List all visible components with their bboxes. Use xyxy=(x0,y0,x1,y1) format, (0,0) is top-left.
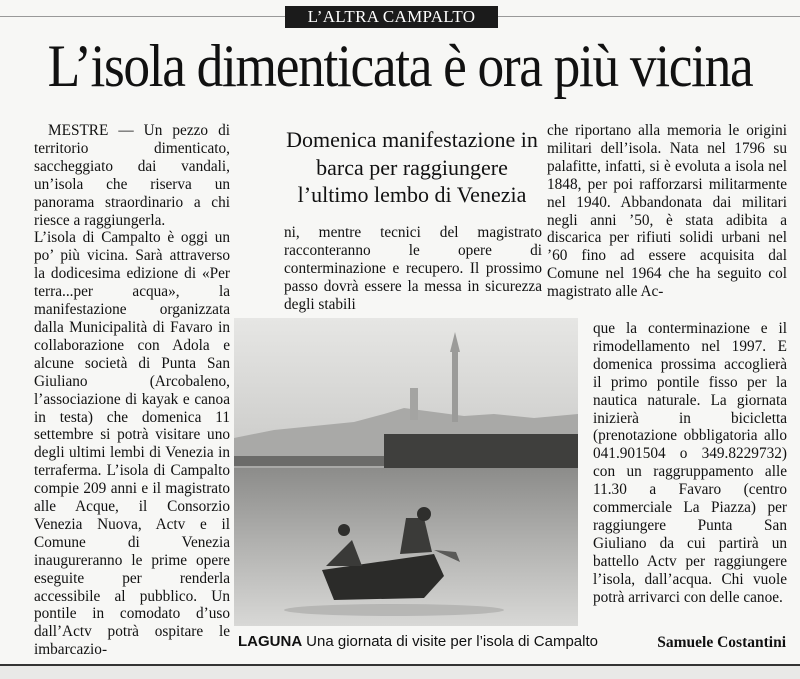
article-column-2: ni, mentre tecnici del magistrato racconteranno le opere di conterminazione e recupero. Il prossimo passo dovrà essere la messa in sicurezza degli stabili xyxy=(284,224,542,313)
lagoon-photo xyxy=(234,318,578,626)
caption-label: LAGUNA xyxy=(238,633,303,650)
page-bottom-strip xyxy=(0,666,800,679)
article-column-3-top: che riportano alla memoria le origini militari dell’isola. Nata nel 1796 su palafitte, infatti, si è evoluta a isola nel 1848, per poi rafforzarsi militarmente nel 1940. Abbandonata dai militari negli anni ’50, è stata adibita a discarica per rifiuti solidi urbani nel ’60 fino ad essere acquisita dal Comune nel 1964 che ha seguito col magistrato alle Ac- xyxy=(547,122,787,301)
byline: Samuele Costantini xyxy=(657,634,786,651)
headline: L’isola dimenticata è ora più vicina xyxy=(47,33,753,99)
article-paragraph-1: MESTRE — Un pezzo di territorio dimenticato, saccheggiato dai vandali, un’isola che riserva un panorama straordinario a chi riesce a raggiungerla. xyxy=(34,122,230,229)
article-column-3-bottom: que la conterminazione e il rimodellamento nel 1997. E domenica prossima accoglierà il primo pontile fisso per la nautica naturale. La giornata inizierà in bicicletta (prenotazione obbligatoria allo 041.901504 o 349.8229732) con un raggruppamento alle 11.30 a Favaro (centro commerciale La Piazza) per raggiungere Punta San Giuliano da cui partirà un battello Actv per raggiungere l’isola, dall’acqua. Chi vuole potrà arrivarci con delle canoe. xyxy=(593,320,787,606)
caption-text: Una giornata di visite per l’isola di Campalto xyxy=(306,633,598,650)
photo-caption xyxy=(238,633,598,651)
kicker: Domenica manifestazione in barca per raggiungere l’ultimo lembo di Venezia xyxy=(286,127,538,207)
article-column-1 xyxy=(34,122,230,659)
article-paragraph-2: L’isola di Campalto è oggi un po’ più vicina. Sarà attraverso la dodicesima edizione di «Per terra...per acqua», la manifestazione organizzata dalla Municipalità di Favaro in collaborazione con Adola e alcune società di Punta San Giuliano (Arcobaleno, l’associazione di kayak e canoa in testa) che domenica 11 settembre si potrà visitare uno degli ultimi lembi di Venezia in terraferma. L’isola di Campalto compie 209 anni e il magistrato alle Acque, il Consorzio Venezia Nuova, Actv e il Comune di Venezia inaugureranno le prime opere eseguite per renderla accessibile al pubblico. Un pontile in comodato d’uso dall’Actv potrà ospitare le imbarcazio- xyxy=(34,229,230,659)
section-label: L’ALTRA CAMPALTO xyxy=(285,6,498,28)
